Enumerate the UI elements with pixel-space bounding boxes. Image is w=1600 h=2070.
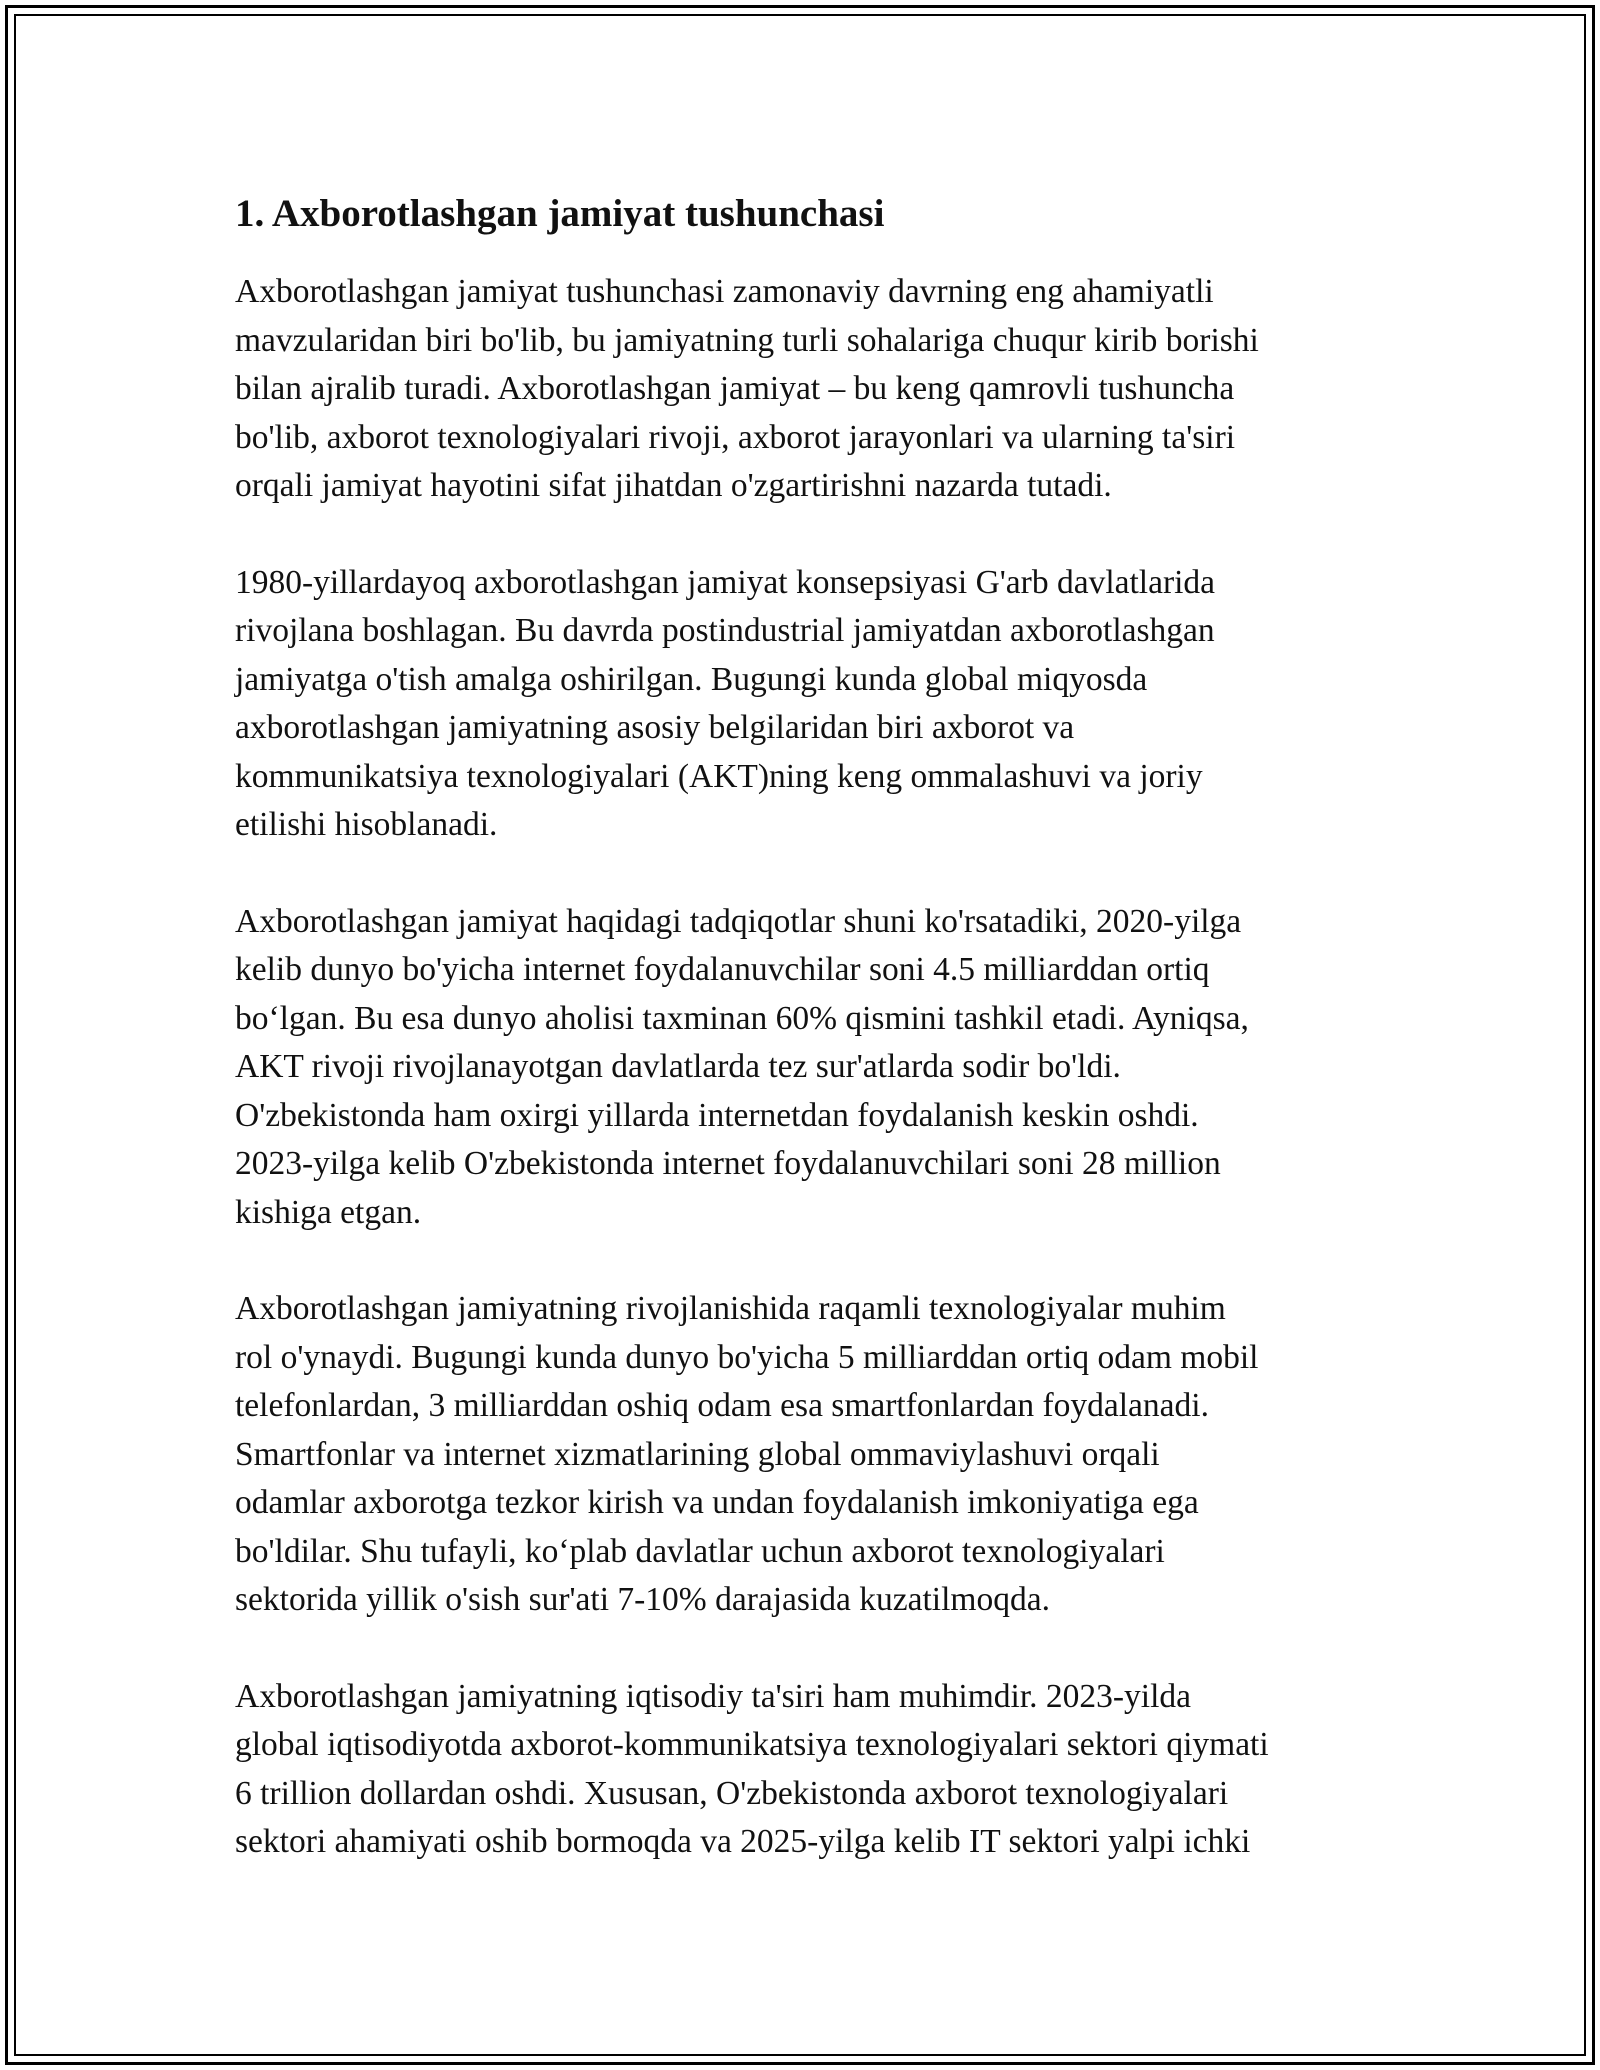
section-title: 1. Axborotlashgan jamiyat tushunchasi — [235, 192, 885, 235]
paragraph-4: Axborotlashgan jamiyatning rivojlanishida raqamli texnologiyalar muhim rol o'ynaydi. Bugungi kunda dunyo bo'yicha 5 milliarddan ortiq odam mobil telefonlardan, 3 milliarddan oshiq odam esa smartfonlardan foydalanadi. Smartfonlar va internet xizmatlarining global ommaviylashuvi orqali odamlar axborotga tezkor kirish va undan foydalanish imkoniyatiga ega bo'ldilar. Shu tufayli, ko‘plab davlatlar uchun axborot texnologiyalari sektorida yillik o'sish sur'ati 7-10% darajasida kuzatilmoqda. — [235, 1290, 1259, 1618]
document-body — [235, 188, 1385, 1915]
paragraph-5: Axborotlashgan jamiyatning iqtisodiy ta'siri ham muhimdir. 2023-yilda global iqtisodiyotda axborot-kommunikatsiya texnologiyalari sektori qiymati 6 trillion dollardan oshdi. Xususan, O'zbekistonda axborot texnologiyalari sektori ahamiyati oshib bormoqda va 2025-yilga kelib IT sektori yalpi ichki — [235, 1677, 1269, 1860]
paragraph-1: Axborotlashgan jamiyat tushunchasi zamonaviy davrning eng ahamiyatli mavzularidan biri bo'lib, bu jamiyatning turli sohalariga chuqur kirib borishi bilan ajralib turadi. Axborotlashgan jamiyat – bu keng qamrovli tushuncha bo'lib, axborot texnologiyalari rivoji, axborot jarayonlari va ularning ta'siri orqali jamiyat hayotini sifat jihatdan o'zgartirishni nazarda tutadi. — [235, 273, 1259, 504]
paragraph-2: 1980-yillardayoq axborotlashgan jamiyat konsepsiyasi G'arb davlatlarida rivojlana boshlagan. Bu davrda postindustrial jamiyatdan axborotlashgan jamiyatga o'tish amalga oshirilgan. Bugungi kunda global miqyosda axborotlashgan jamiyatning asosiy belgilaridan biri axborot va kommunikatsiya texnologiyalari (AKT)ning keng ommalashuvi va joriy etilishi hisoblanadi. — [235, 563, 1216, 843]
paragraph-3: Axborotlashgan jamiyat haqidagi tadqiqotlar shuni ko'rsatadiki, 2020-yilga kelib dunyo bo'yicha internet foydalanuvchilar soni 4.5 milliarddan ortiq bo‘lgan. Bu esa dunyo aholisi taxminan 60% qismini tashkil etadi. Ayniqsa, AKT rivoji rivojlanayotgan davlatlarda tez sur'atlarda sodir bo'ldi. O'zbekistonda ham oxirgi yillarda internetdan foydalanish keskin oshdi. 2023-yilga kelib O'zbekistonda internet foydalanuvchilari soni 28 million kishiga etgan. — [235, 902, 1249, 1231]
